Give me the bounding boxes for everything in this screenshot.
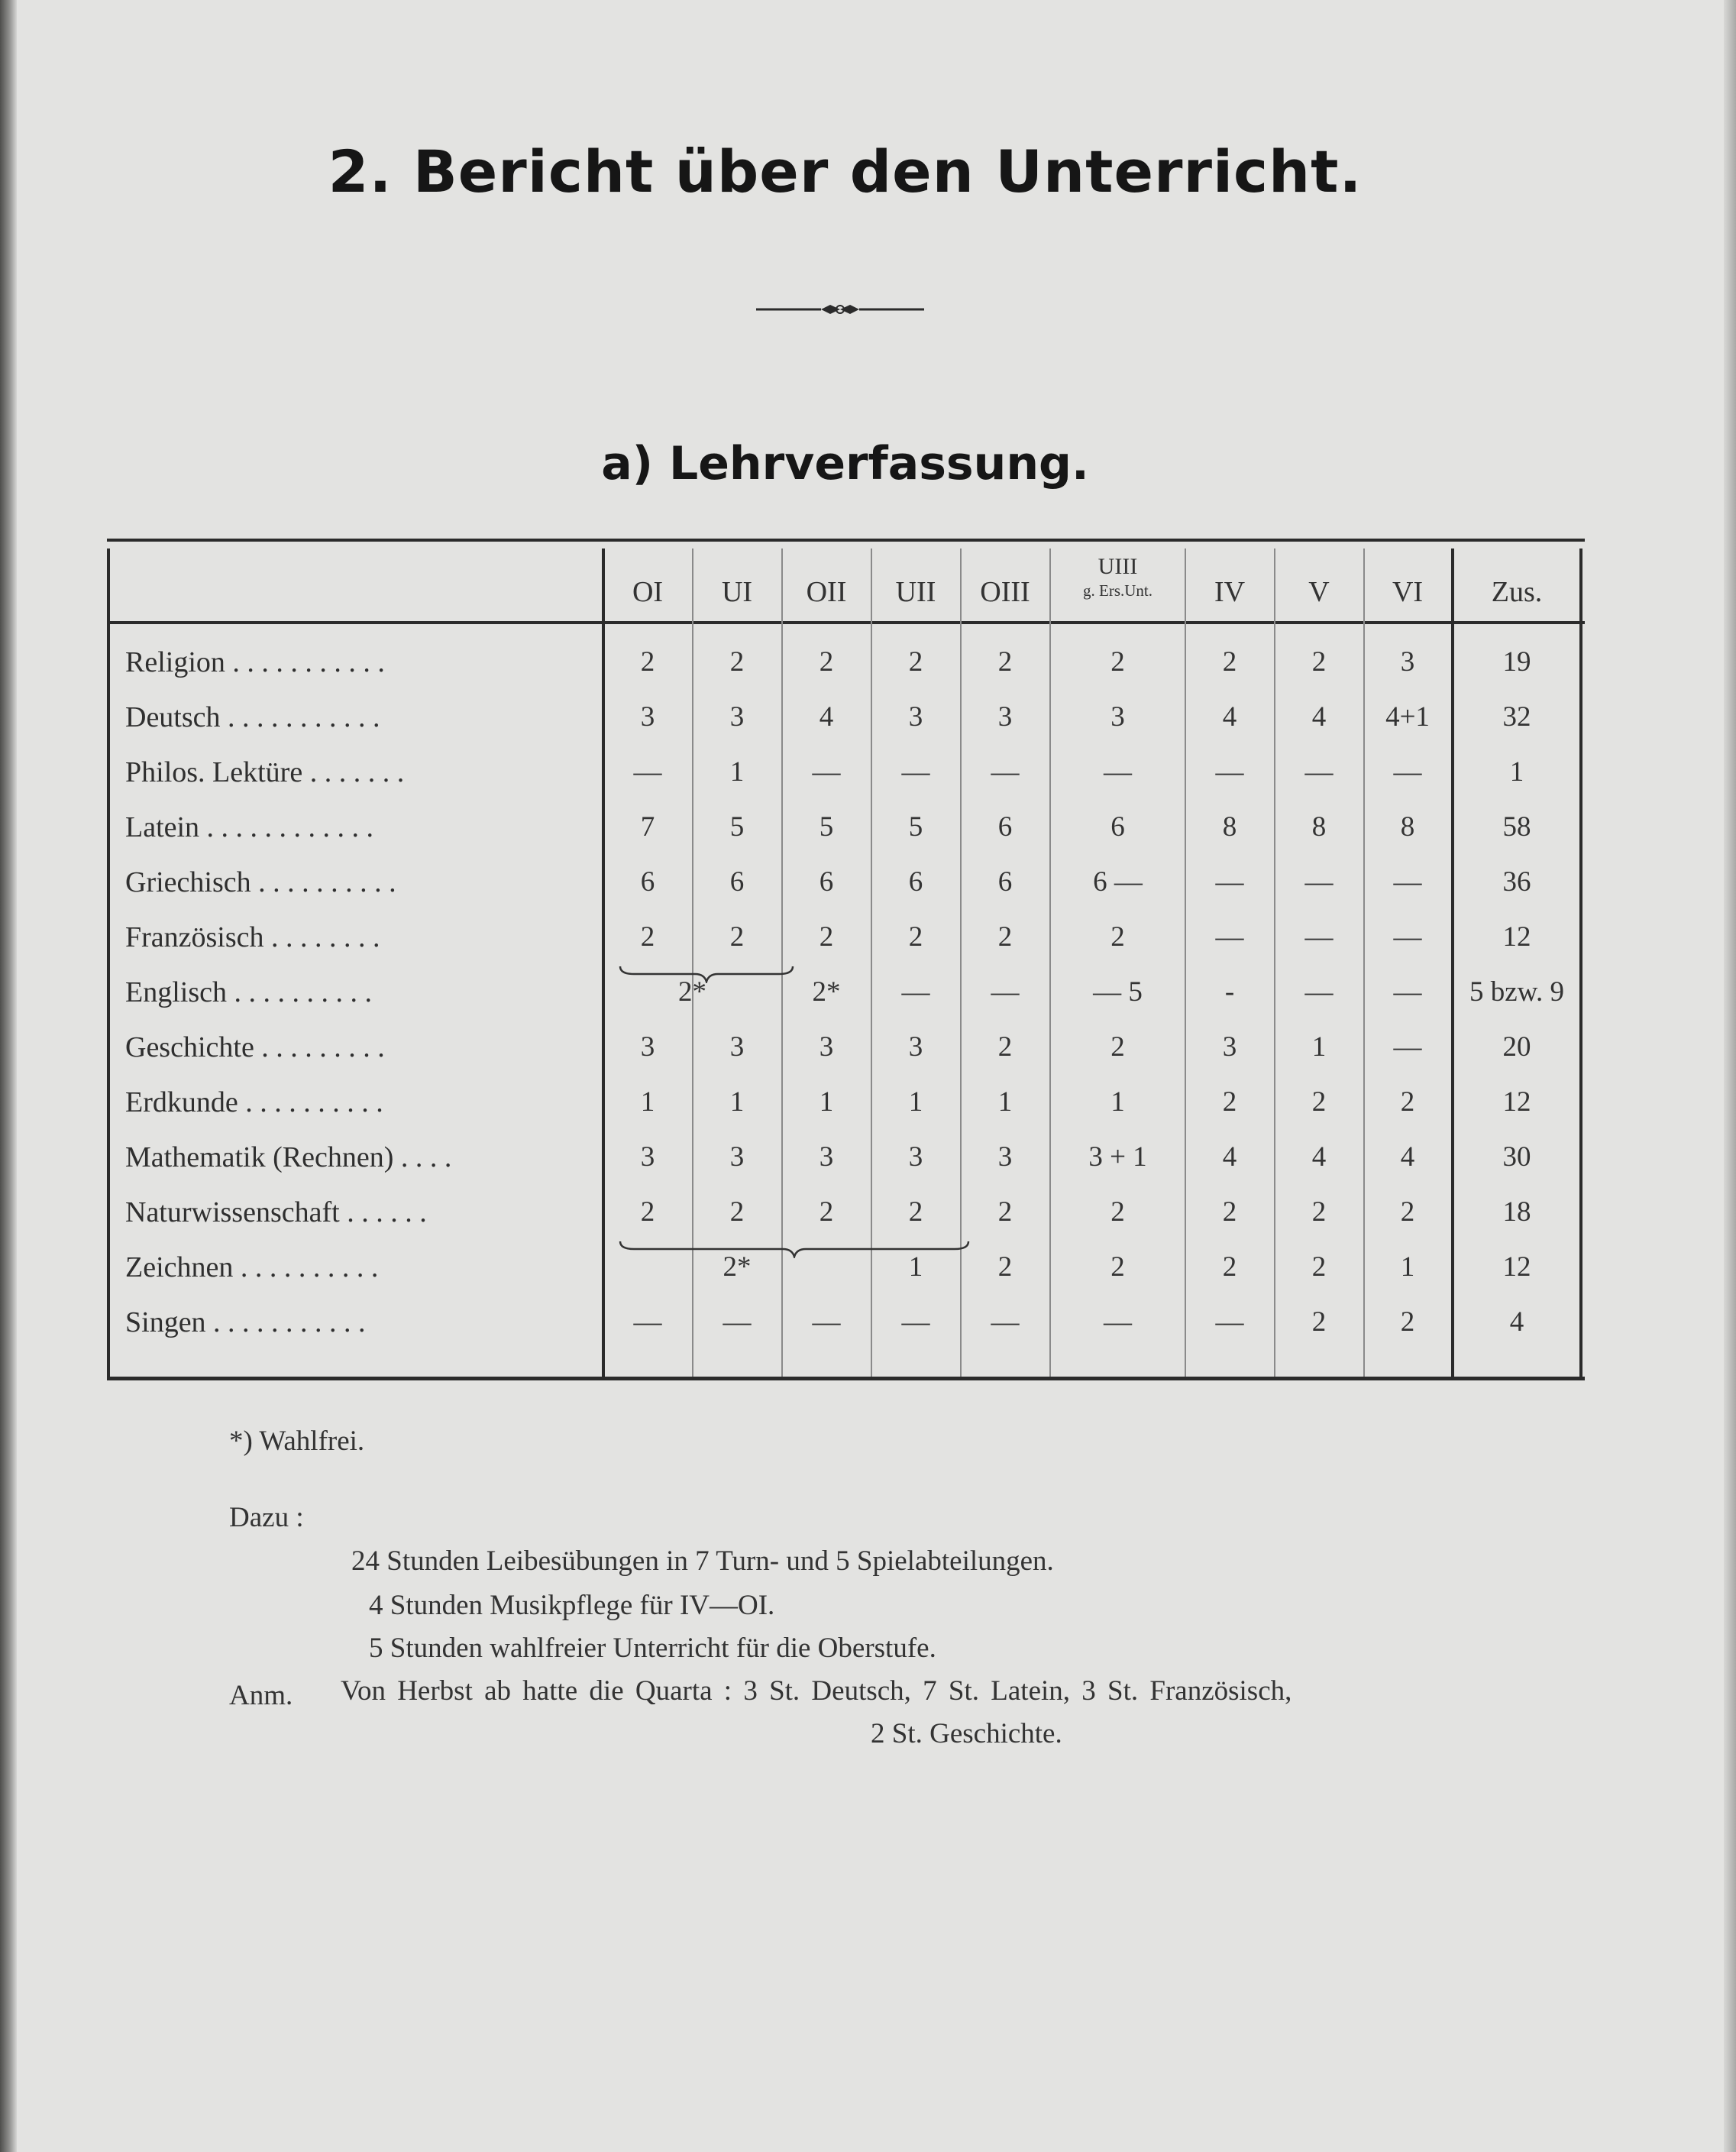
table-cell: 2 xyxy=(1400,1306,1415,1338)
table-cell: 4 xyxy=(1400,1141,1415,1173)
table-cell: 6 — xyxy=(1093,866,1143,898)
table-cell: 1 xyxy=(908,1251,923,1283)
table-cell: 3 xyxy=(997,701,1013,733)
table-cell: 2 xyxy=(1110,921,1125,953)
table-cell: 3 xyxy=(819,1141,834,1173)
row-label: Zeichnen . . . . . . . . . . xyxy=(125,1251,379,1283)
header-uiii-label: UIII xyxy=(1098,554,1138,579)
table-cell: 2 xyxy=(729,921,745,953)
table-cell: 2 xyxy=(1311,646,1327,678)
dazu-line: 5 Stunden wahlfreier Unterricht für die Oberstufe. xyxy=(369,1633,936,1664)
table-cell: — xyxy=(1215,921,1244,953)
table-cell: 3 xyxy=(729,1031,745,1063)
table-cell: 2 xyxy=(997,1031,1013,1063)
row-label: Philos. Lektüre . . . . . . . xyxy=(125,756,405,788)
table-cell: 2 xyxy=(908,1196,923,1228)
table-cell: 6 xyxy=(997,811,1013,843)
table-cell: 1 xyxy=(729,1086,745,1118)
table-cell: 2 xyxy=(640,646,655,678)
table-cell: — xyxy=(991,756,1020,788)
brace-englisch-oi-ui-icon xyxy=(619,965,794,983)
merged-cell-oii: 2* xyxy=(812,976,841,1008)
table-cell: 2 xyxy=(908,646,923,678)
dazu-line: 24 Stunden Leibesübungen in 7 Turn- und 5 Spielabteilungen. xyxy=(351,1545,1054,1577)
table-cell: 2 xyxy=(1222,646,1237,678)
table-cell: 7 xyxy=(640,811,655,843)
total-cell: 4 xyxy=(1509,1306,1524,1338)
table-cell: — xyxy=(633,756,662,788)
table-cell: — xyxy=(812,1306,841,1338)
table-bottom-rule xyxy=(107,1377,1585,1380)
table-cell: — xyxy=(1104,756,1132,788)
table-cell: 2 xyxy=(729,1196,745,1228)
table-cell: 3 xyxy=(908,1031,923,1063)
footnote-wahlfrei: *) Wahlfrei. xyxy=(229,1425,365,1457)
table-border-right xyxy=(1579,549,1582,1377)
table-cell: 6 xyxy=(640,866,655,898)
table-cell: 2 xyxy=(819,646,834,678)
table-cell: 1 xyxy=(819,1086,834,1118)
table-cell: 4 xyxy=(1222,1141,1237,1173)
total-cell: 36 xyxy=(1502,866,1531,898)
table-cell: 1 xyxy=(1110,1086,1125,1118)
section-title: a) Lehrverfassung. xyxy=(601,437,1089,490)
table-cell: 2 xyxy=(997,646,1013,678)
table-cell: 8 xyxy=(1222,811,1237,843)
total-cell: 19 xyxy=(1502,646,1531,678)
table-cell: — xyxy=(991,1306,1020,1338)
table-cell: 2 xyxy=(640,1196,655,1228)
brace-zeichnen-oi-oii-icon xyxy=(619,1240,970,1258)
table-cell: 3 xyxy=(640,701,655,733)
row-label: Französisch . . . . . . . . xyxy=(125,921,380,953)
table-cell: 3 xyxy=(997,1141,1013,1173)
table-cell: — xyxy=(723,1306,752,1338)
divider-ornament-icon xyxy=(756,298,924,321)
table-cell: 5 xyxy=(819,811,834,843)
table-cell: 2 xyxy=(1222,1086,1237,1118)
header-oii: OII xyxy=(806,576,847,608)
table-cell: — xyxy=(901,976,930,1008)
anm-continuation: 2 St. Geschichte. xyxy=(871,1718,1062,1749)
table-cell: 3 xyxy=(1222,1031,1237,1063)
table-cell: 3 xyxy=(908,701,923,733)
table-cell: 1 xyxy=(997,1086,1013,1118)
table-cell: 2 xyxy=(1311,1251,1327,1283)
merged-cell-oi-oii: 2* xyxy=(723,1251,752,1283)
table-cell: — xyxy=(1104,1306,1132,1338)
total-cell: 12 xyxy=(1502,1251,1531,1283)
header-v: V xyxy=(1308,576,1330,608)
merged-cell-oi-ui: 2* xyxy=(678,976,706,1008)
table-cell: 2 xyxy=(819,921,834,953)
total-cell: 1 xyxy=(1509,756,1524,788)
table-cell: — xyxy=(1393,1031,1422,1063)
total-cell: 5 bzw. 9 xyxy=(1469,976,1564,1008)
total-cell: 12 xyxy=(1502,921,1531,953)
table-cell: 3 xyxy=(1400,646,1415,678)
table-cell: — xyxy=(901,1306,930,1338)
table-cell: 2 xyxy=(1400,1196,1415,1228)
table-cell: — xyxy=(1304,756,1334,788)
table-cell: 1 xyxy=(1311,1031,1327,1063)
table-cell: 3 xyxy=(908,1141,923,1173)
table-cell: — xyxy=(1393,866,1422,898)
table-cell: — xyxy=(901,756,930,788)
table-cell: 3 xyxy=(1110,701,1125,733)
header-iv: IV xyxy=(1214,576,1246,608)
row-label: Naturwissenschaft . . . . . . xyxy=(125,1196,427,1228)
row-label: Erdkunde . . . . . . . . . . xyxy=(125,1086,383,1118)
row-label: Mathematik (Rechnen) . . . . xyxy=(125,1141,452,1173)
anm-text: Von Herbst ab hatte die Quarta : 3 St. Deutsch, 7 St. Latein, 3 St. Französisch, xyxy=(341,1675,1292,1707)
table-cell: 1 xyxy=(640,1086,655,1118)
total-cell: 20 xyxy=(1502,1031,1531,1063)
table-border-left xyxy=(107,549,110,1377)
table-cell: 6 xyxy=(729,866,745,898)
table-cell: 4 xyxy=(1311,701,1327,733)
row-label: Latein . . . . . . . . . . . . xyxy=(125,811,374,843)
total-cell: 18 xyxy=(1502,1196,1531,1228)
table-cell: 6 xyxy=(908,866,923,898)
table-cell: 2 xyxy=(640,921,655,953)
table-cell: 2 xyxy=(819,1196,834,1228)
row-label: Geschichte . . . . . . . . . xyxy=(125,1031,385,1063)
table-cell: 1 xyxy=(1400,1251,1415,1283)
table-cell: 4+1 xyxy=(1385,701,1430,733)
header-uii: UII xyxy=(895,576,936,608)
row-label: Singen . . . . . . . . . . . xyxy=(125,1306,366,1338)
header-oiii: OIII xyxy=(980,576,1030,608)
table-cell: 3 xyxy=(729,1141,745,1173)
table-cell: 2 xyxy=(1222,1251,1237,1283)
page-edge-left xyxy=(0,0,17,2152)
table-cell: — xyxy=(1304,976,1334,1008)
dazu-label: Dazu : xyxy=(229,1502,304,1533)
table-cell: 5 xyxy=(908,811,923,843)
table-cell: — xyxy=(1393,921,1422,953)
table-cell: 4 xyxy=(1311,1141,1327,1173)
table-cell: 2 xyxy=(1110,1196,1125,1228)
table-cell: 2 xyxy=(908,921,923,953)
table-cell: — xyxy=(1304,921,1334,953)
table-cell: 2 xyxy=(1400,1086,1415,1118)
table-cell: 2 xyxy=(1110,1031,1125,1063)
table-cell: 2 xyxy=(1110,646,1125,678)
header-oi: OI xyxy=(632,576,664,608)
table-cell: 2 xyxy=(1311,1306,1327,1338)
header-vi: VI xyxy=(1392,576,1424,608)
row-label: Griechisch . . . . . . . . . . xyxy=(125,866,396,898)
row-label: Englisch . . . . . . . . . . xyxy=(125,976,372,1008)
header-zus: Zus. xyxy=(1491,576,1543,608)
table-cell: — xyxy=(1304,866,1334,898)
table-cell: — xyxy=(1215,866,1244,898)
table-cell: 2 xyxy=(729,646,745,678)
header-ui: UI xyxy=(721,576,753,608)
lehrverfassung-table xyxy=(107,539,1585,1380)
header-uiii xyxy=(1051,554,1185,600)
table-cell: 6 xyxy=(997,866,1013,898)
total-cell: 30 xyxy=(1502,1141,1531,1173)
table-cell: 2 xyxy=(1110,1251,1125,1283)
table-cell: — xyxy=(633,1306,662,1338)
table-cell: — xyxy=(1215,1306,1244,1338)
table-cell: 3 + 1 xyxy=(1088,1141,1147,1173)
table-cell: - xyxy=(1224,976,1235,1008)
table-cell: 8 xyxy=(1400,811,1415,843)
dazu-line: 4 Stunden Musikpflege für IV—OI. xyxy=(369,1590,775,1621)
table-cell: — 5 xyxy=(1093,976,1143,1008)
total-cell: 12 xyxy=(1502,1086,1531,1118)
total-cell: 58 xyxy=(1502,811,1531,843)
total-cell: 32 xyxy=(1502,701,1531,733)
table-cell: 3 xyxy=(819,1031,834,1063)
table-cell: — xyxy=(1393,976,1422,1008)
table-cell: 6 xyxy=(819,866,834,898)
table-cell: 3 xyxy=(640,1141,655,1173)
row-label: Deutsch . . . . . . . . . . . xyxy=(125,701,380,733)
table-cell: 8 xyxy=(1311,811,1327,843)
table-cell: 3 xyxy=(640,1031,655,1063)
table-cell: — xyxy=(812,756,841,788)
row-label: Religion . . . . . . . . . . . xyxy=(125,646,385,678)
table-cell: 2 xyxy=(1311,1086,1327,1118)
table-cell: 2 xyxy=(997,1196,1013,1228)
table-cell: 1 xyxy=(908,1086,923,1118)
header-uiii-sub: g. Ers.Unt. xyxy=(1083,581,1152,600)
table-cell: 2 xyxy=(997,921,1013,953)
table-cell: 4 xyxy=(819,701,834,733)
table-cell: 1 xyxy=(729,756,745,788)
table-cell: 4 xyxy=(1222,701,1237,733)
page-edge-right xyxy=(1724,0,1736,2152)
table-cell: 6 xyxy=(1110,811,1125,843)
table-top-rule xyxy=(107,539,1585,542)
table-cell: — xyxy=(1215,756,1244,788)
table-cell: 3 xyxy=(729,701,745,733)
table-cell: — xyxy=(991,976,1020,1008)
table-cell: 5 xyxy=(729,811,745,843)
table-cell: 2 xyxy=(1222,1196,1237,1228)
page-title: 2. Bericht über den Unterricht. xyxy=(328,138,1363,205)
table-cell: — xyxy=(1393,756,1422,788)
anm-label: Anm. xyxy=(229,1680,293,1711)
table-cell: 2 xyxy=(1311,1196,1327,1228)
table-cell: 2 xyxy=(997,1251,1013,1283)
